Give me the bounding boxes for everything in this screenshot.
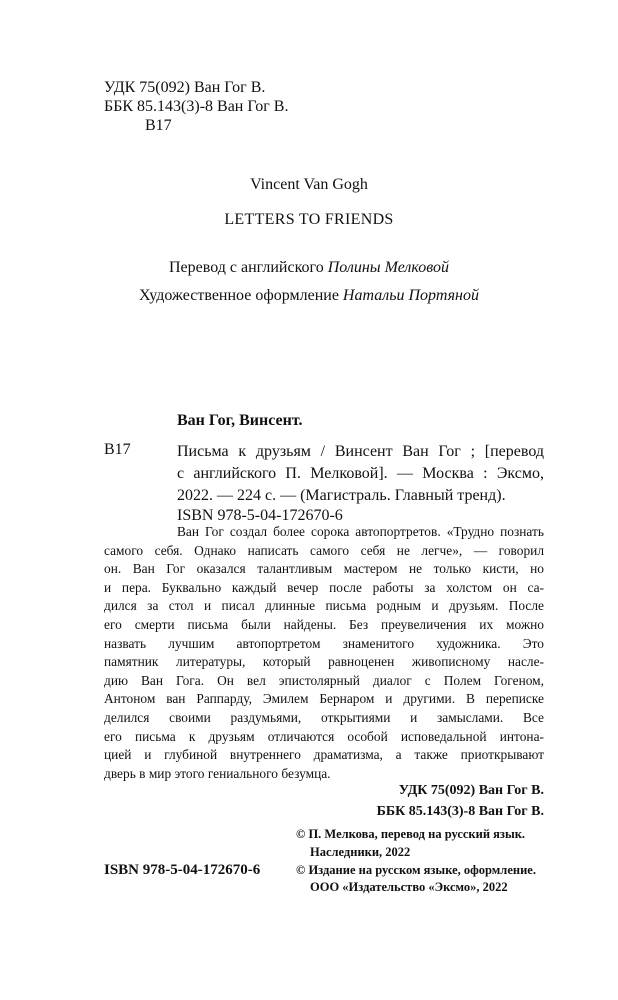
annotation-line: самого себя. Однако написать самого себя не легче», — говорил [104,542,544,558]
annotation-line: назвать лучшим автопортретом знаменитого художника. Это [104,635,544,651]
annotation-line: он. Ван Гог оказался талантливым мастером не только кисти, но [104,561,544,577]
card-isbn: ISBN 978-5-04-172670-6 [177,507,343,524]
bottom-udk-code: УДК 75(092) Ван Гог В. [398,783,544,798]
annotation-line: его смерти письма были найдены. Без преувеличения их можно [104,616,544,632]
card-description [177,441,544,507]
copyright-line: ООО «Издательство «Эксмо», 2022 [310,880,508,895]
annotation-line: дился за стол и писал длинные письма родным и друзьям. После [104,598,544,614]
card-heading: Ван Гог, Винсент. [177,412,303,429]
annotation-line: памятник литературы, который равноценен живописному насле- [104,654,544,670]
udk-code: УДК 75(092) Ван Гог В. [104,79,266,96]
bottom-classification-codes [104,780,544,822]
annotation-line: делился своими раздумьями, открытиями и замыслами. Все [104,709,544,725]
annotation-line: дверь в мир этого гениального безумца. [104,765,331,781]
card-description-line: Письма к друзьям / Винсент Ван Гог ; [перевод [177,443,544,460]
card-description-line: с английского П. Мелковой]. — Москва : Эксмо, [177,465,544,482]
card-description-line: 2022. — 224 с. — (Магистраль. Главный тренд). [177,487,506,504]
english-author: Vincent Van Gogh [250,176,368,193]
translation-prefix: Перевод с английского [168,259,328,276]
english-title: LETTERS TO FRIENDS [224,211,394,228]
design-prefix: Художественное оформление [139,287,343,304]
translator-credit [0,259,618,277]
copyright-line: © Издание на русском языке, оформление. [296,862,536,877]
author-code: В17 [145,117,172,134]
designer-name: Натальи Портяной [342,287,479,304]
annotation-line: Ван Гог создал более сорока автопортретов. «Трудно познать [177,524,544,539]
copyright-line: © П. Мелкова, перевод на русский язык. [296,827,526,841]
card-code: В17 [104,441,131,458]
annotation-line: дию Ван Гога. Он вел эпистолярный диалог с Полем Гогеном, [104,672,544,688]
copyright-notice [296,826,536,897]
annotation-line: Антоном ван Раппарду, Эмилем Бернаром и другими. В переписке [104,691,544,707]
annotation-line: его письма к друзьям отличаются особой исповедальной интона- [104,728,544,744]
annotation-line: и пера. Буквально каждый вечер после работы за холстом он са- [104,579,544,595]
annotation-line: цией и глубиной внутреннего драматизма, а также приоткрывают [104,747,544,763]
copyright-line: Наследники, 2022 [310,844,411,859]
designer-credit [0,287,618,305]
translator-name: Полины Мелковой [327,259,450,276]
bbk-code: ББК 85.143(3)-8 Ван Гог В. [104,98,289,115]
bottom-bbk-code: ББК 85.143(3)-8 Ван Гог В. [376,804,544,819]
top-classification-codes [104,78,288,135]
annotation [104,523,544,783]
isbn-bottom: ISBN 978-5-04-172670-6 [104,862,261,878]
